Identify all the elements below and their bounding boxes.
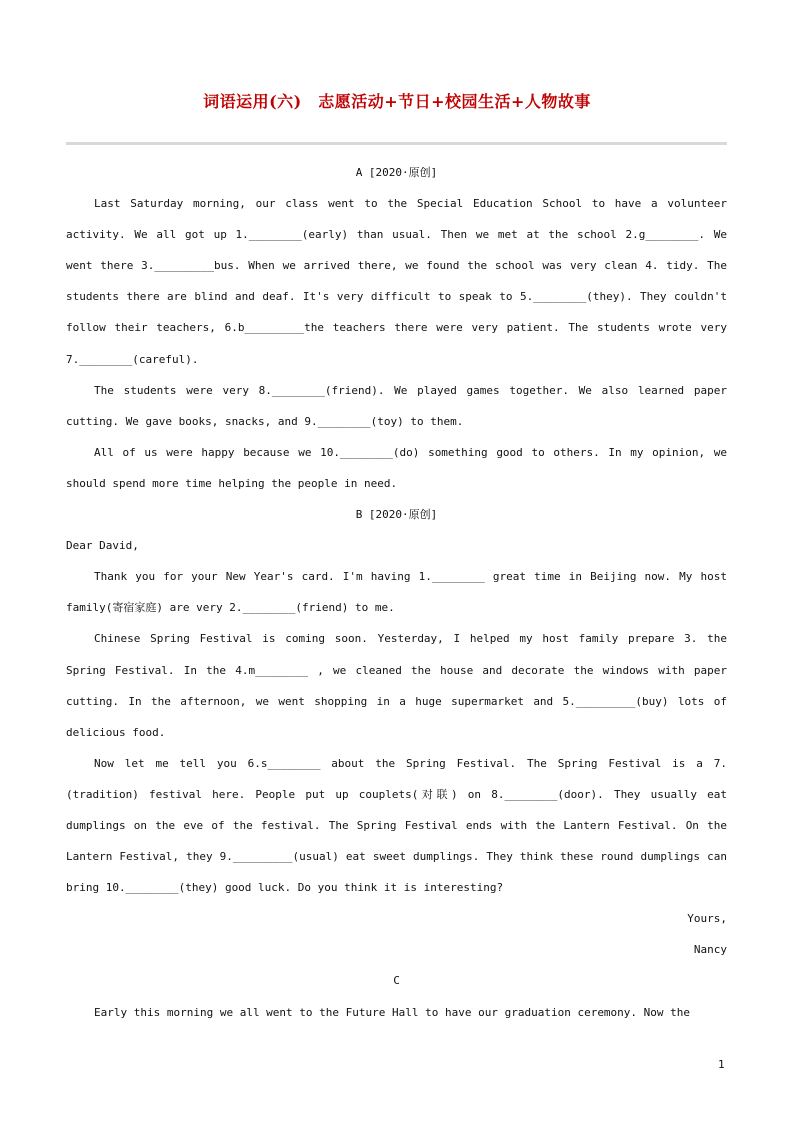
exercise-content xyxy=(66,157,727,1028)
section-b-paragraph-1: Thank you for your New Year's card. I'm having 1.________ great time in Beijing now. My host family(寄宿家庭) are very 2.________(friend) to me. xyxy=(66,570,727,615)
section-b-paragraph-3: Now let me tell you 6.s________ about the Spring Festival. The Spring Festival is a 7. (tradition) festival here. People put up couplets(对联) on 8.________(door). They usually eat dumplings on the eve of the festival. The Spring Festival ends with the Lantern Festival. On the Lantern Festival, they 9._________(usual) eat sweet dumplings. They think these round dumplings can bring 10.________(they) good luck. Do you think it is interesting? xyxy=(66,756,727,895)
section-a-heading: A [2020·原创] xyxy=(355,166,438,179)
section-a-paragraph-3: All of us were happy because we 10.________(do) something good to others. In my opinion, we should spend more time helping the people in need. xyxy=(66,445,727,490)
letter-signature: Nancy xyxy=(693,943,727,957)
section-b-paragraph-2: Chinese Spring Festival is coming soon. Yesterday, I helped my host family prepare 3. the Spring Festival. In the 4.m________ , we cleaned the house and decorate the windows with paper cutting. In the afternoon, we went shopping in a huge supermarket and 5._________(buy) lots of delicious food. xyxy=(66,632,727,739)
page-title: 词语运用(六) 志愿活动+节日+校园生活+人物故事 xyxy=(203,92,591,111)
section-a-paragraph-2: The students were very 8.________(friend). We played games together. We also learned paper cutting. We gave books, snacks, and 9.________(toy) to them. xyxy=(66,383,727,428)
page-number: 1 xyxy=(718,1058,725,1071)
section-a-paragraph-1: Last Saturday morning, our class went to the Special Education School to have a volunteer activity. We all got up 1.________(early) than usual. Then we met at the school 2.g________. We went there 3._________bus. When we arrived there, we found the school was very clean 4. tidy. The students there are blind and deaf. It's very difficult to speak to 5.________(they). They couldn't follow their teachers, 6.b_________the teachers there were very patient. The students wrote very 7.________(careful). xyxy=(66,197,727,366)
section-c-paragraph-1: Early this morning we all went to the Future Hall to have our graduation ceremony. Now the xyxy=(94,1005,691,1019)
letter-greeting: Dear David, xyxy=(66,539,139,553)
section-c-heading: C xyxy=(393,974,400,988)
section-b-heading: B [2020·原创] xyxy=(355,508,438,522)
letter-closing: Yours, xyxy=(687,912,727,926)
title-divider xyxy=(66,142,727,145)
